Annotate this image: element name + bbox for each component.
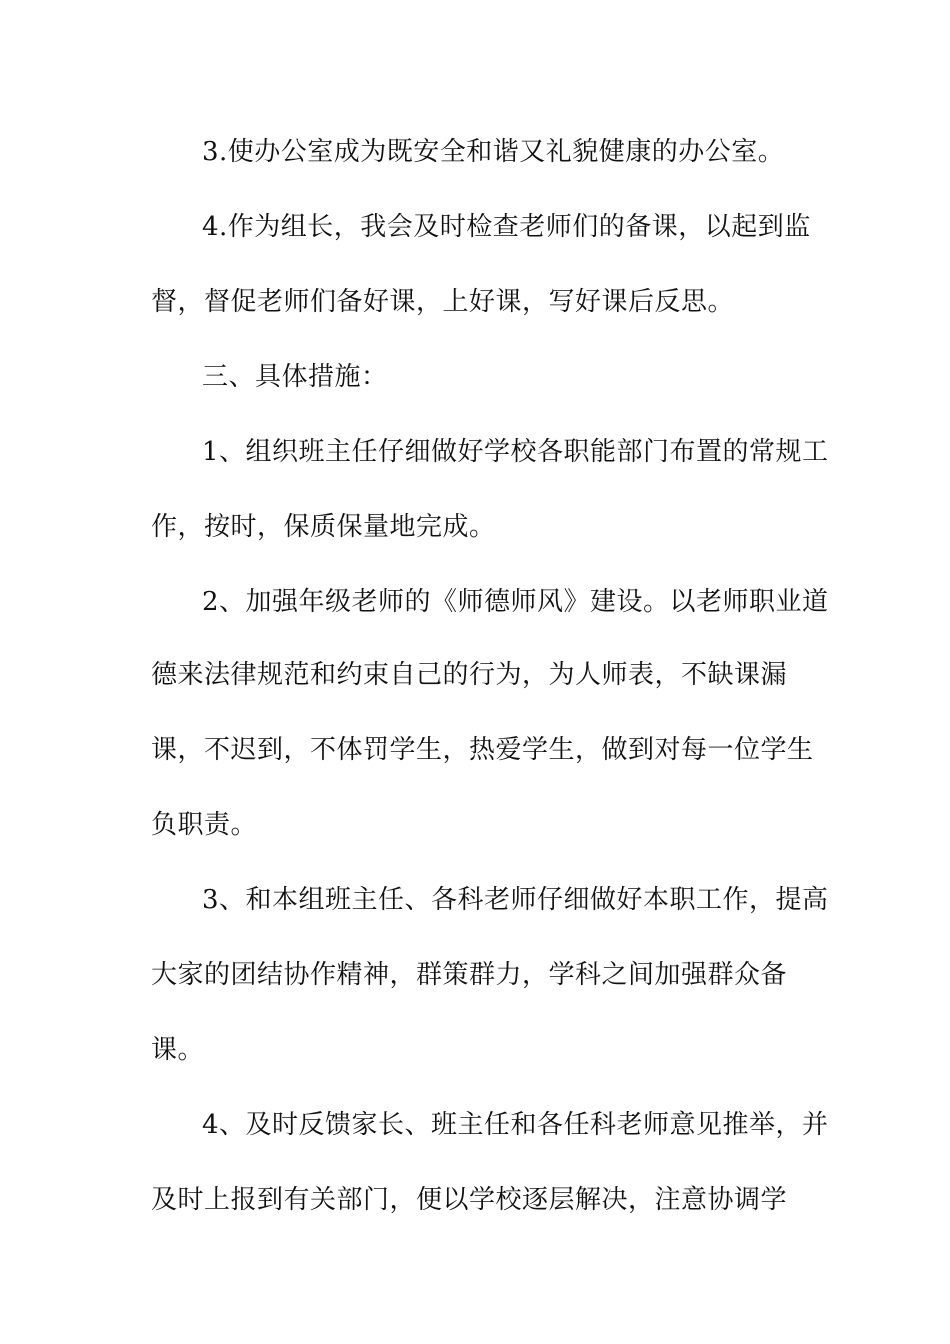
paragraph-line: 1、组织班主任仔细做好学校各职能部门布置的常规工	[202, 437, 829, 467]
paragraph-line: 课，不迟到，不体罚学生，热爱学生，做到对每一位学生	[151, 735, 814, 765]
paragraph-line: 负职责。	[151, 810, 258, 840]
paragraph-line: 作，按时，保质保量地完成。	[151, 512, 496, 542]
paragraph-line: 德来法律规范和约束自己的行为，为人师表，不缺课漏	[151, 660, 788, 690]
section-heading: 三、具体措施：	[202, 362, 388, 392]
paragraph-line: 4、及时反馈家长、班主任和各任科老师意见推举，并	[202, 1110, 829, 1140]
paragraph-line: 3、和本组班主任、各科老师仔细做好本职工作，提高	[202, 885, 829, 915]
paragraph-line: 3.使办公室成为既安全和谐又礼貌健康的办公室。	[202, 137, 785, 167]
paragraph-line: 督，督促老师们备好课，上好课，写好课后反思。	[151, 287, 735, 317]
paragraph-line: 课。	[151, 1035, 205, 1065]
paragraph-line: 4.作为组长，我会及时检查老师们的备课，以起到监	[202, 212, 811, 242]
paragraph-line: 大家的团结协作精神，群策群力，学科之间加强群众备	[151, 960, 788, 990]
paragraph-line: 及时上报到有关部门，便以学校逐层解决，注意协调学	[151, 1185, 788, 1215]
paragraph-line: 2、加强年级老师的《师德师风》建设。以老师职业道	[202, 587, 829, 617]
